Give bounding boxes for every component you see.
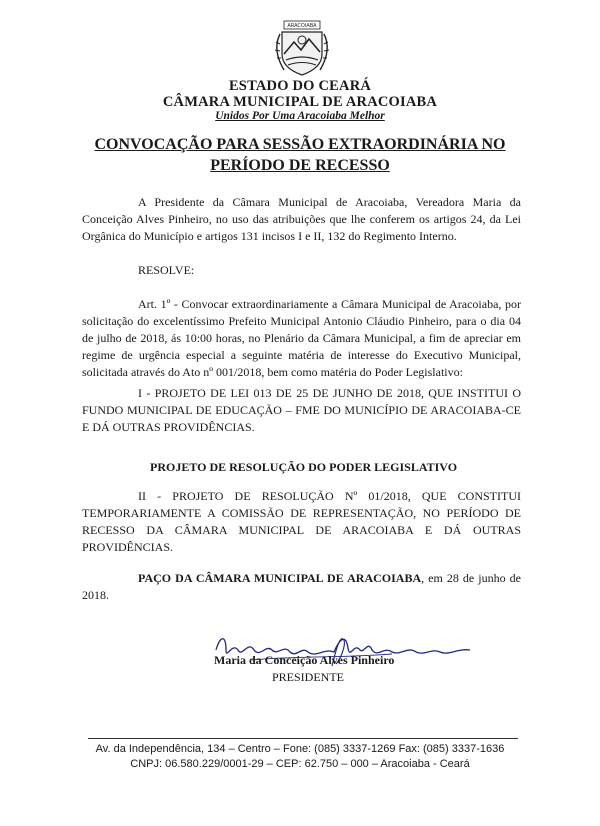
footer-divider: [88, 738, 518, 739]
project-2-paragraph: II - PROJETO DE RESOLUÇÃO Nº 01/2018, QUE CONSTITUI TEMPORARIAMENTE A COMISSÃO DE REPRESENTAÇÃO, NO PERÍODO DE RECESSO DA CÂMARA MUNICIPAL DE ARACOIABA E DÁ OUTRAS PROVIDÊNCIAS.: [82, 489, 521, 554]
footer-address: Av. da Independência, 134 – Centro – Fone: (085) 3337-1269 Fax: (085) 3337-1636: [95, 743, 505, 755]
closing-paragraph: [82, 570, 521, 604]
closing-place: PAÇO DA CÂMARA MUNICIPAL DE ARACOIABA: [138, 571, 422, 585]
document-title-line-1: CONVOCAÇÃO PARA SESSÃO EXTRAORDINÁRIA NO: [94, 136, 506, 153]
resolution-subheading: PROJETO DE RESOLUÇÃO DO PODER LEGISLATIVO: [150, 460, 458, 474]
closing-date: , em 28 de junho de 2018.: [82, 571, 521, 602]
chamber-heading: CÂMARA MUNICIPAL DE ARACOIABA: [162, 94, 438, 110]
resolve-paragraph: RESOLVE:: [138, 263, 195, 277]
project-1-paragraph: I - PROJETO DE LEI 013 DE 25 DE JUNHO DE 2018, QUE INSTITUI O FUNDO MUNICIPAL DE EDUCAÇÃO – FME DO MUNICÍPIO DE ARACOIABA-CE E DÁ OUTRAS PROVIDÊNCIAS.: [82, 386, 521, 434]
footer-registration: CNPJ: 06.580.229/0001-29 – CEP: 62.750 – 000 – Aracoiaba - Ceará: [130, 758, 470, 770]
signatory-name: Maria da Conceição Alves Pinheiro: [214, 653, 395, 667]
article-paragraph: Art. 1º - Convocar extraordinariamente a Câmara Municipal de Aracoiaba, por solicitação do excelentíssimo Prefeito Municipal Antonio Cláudio Pinheiro, para o dia 04 de julho de 2018, ás 10:00 horas, no Plenário da Câmara Municipal, a fim de apreciar em regime de urgência especial a seguinte matéria de interesse do Executivo Municipal, solicitada através do Ato nº 001/2018, bem como matéria do Poder Legislativo:: [82, 297, 521, 379]
crest-label: ARACOIABA: [287, 23, 317, 29]
intro-paragraph: A Presidente da Câmara Municipal de Aracoiaba, Vereadora Maria da Conceição Alves Pinheiro, no uso das atribuições que lhe conferem os artigos 24, da Lei Orgânica do Município e artigos 131 incisos I e II, 132 do Regimento Interno.: [82, 195, 521, 243]
municipal-crest-icon: [270, 20, 334, 78]
signatory-role: PRESIDENTE: [272, 670, 344, 684]
chamber-motto: Unidos Por Uma Aracoiaba Melhor: [215, 110, 385, 122]
document-title-line-2: PERÍODO DE RECESSO: [210, 157, 390, 174]
state-heading: ESTADO DO CEARÁ: [228, 78, 372, 94]
